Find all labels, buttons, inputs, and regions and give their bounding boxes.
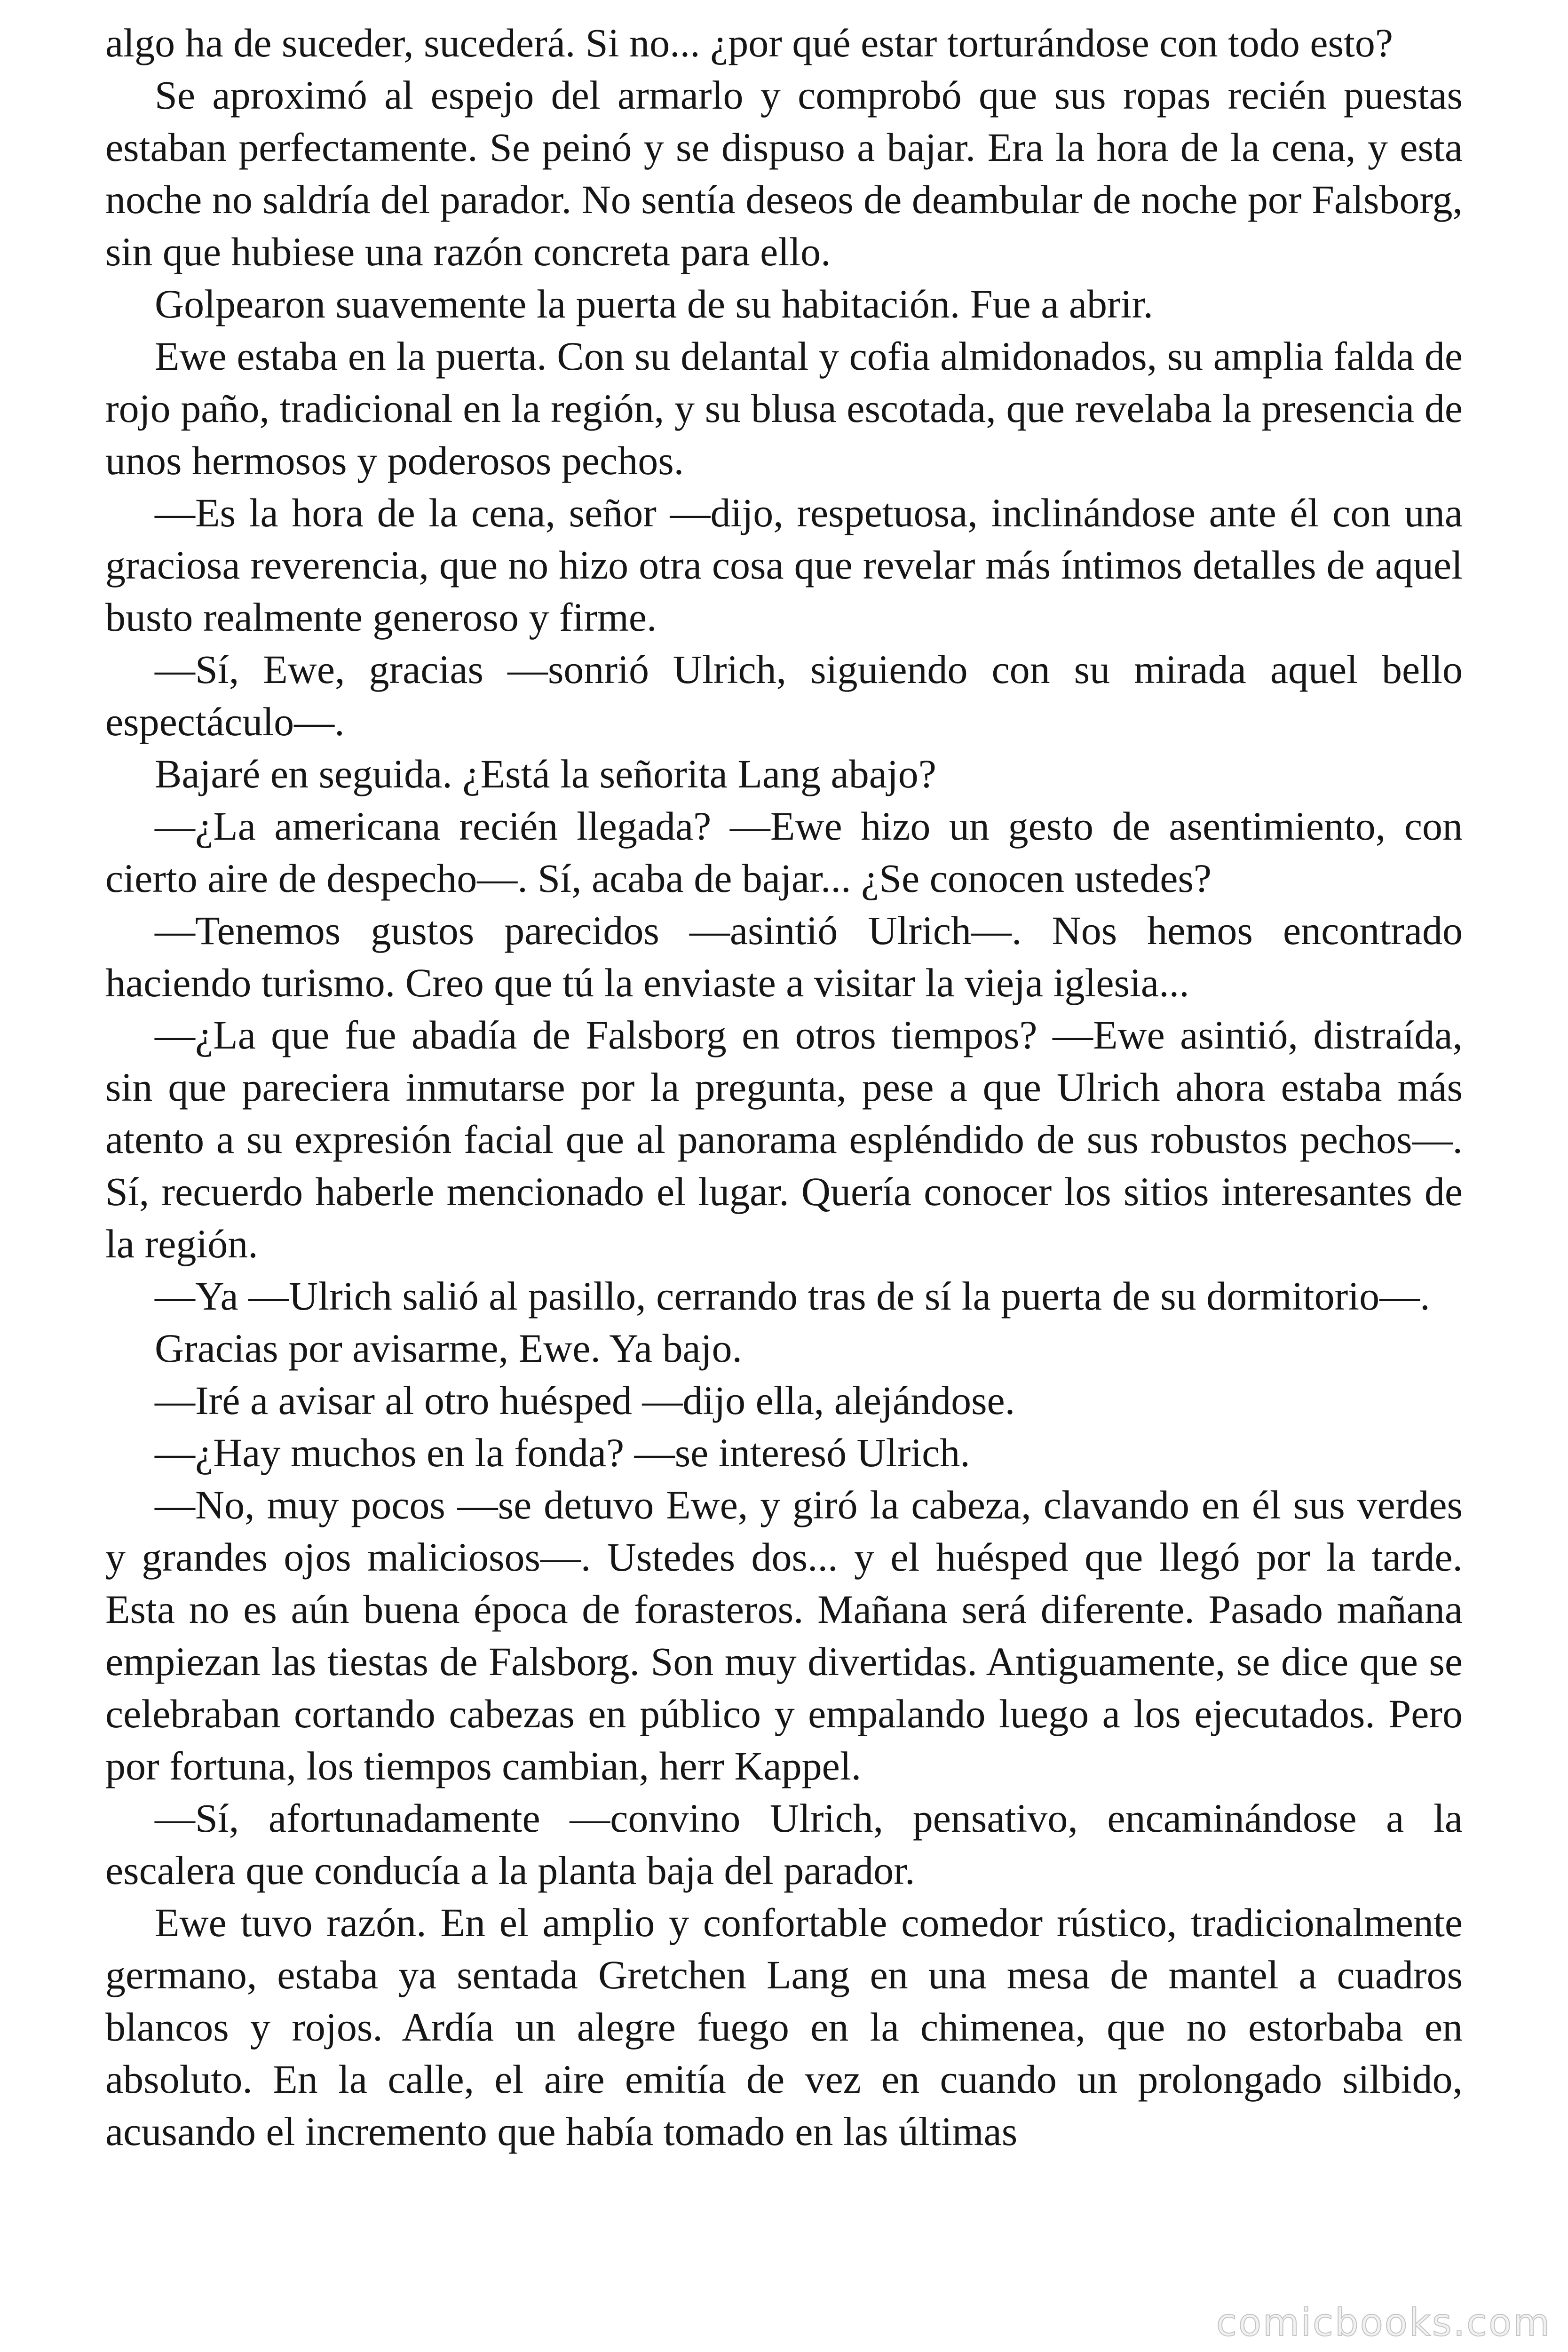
paragraph-9: —Tenemos gustos parecidos —asintió Ulrich—. Nos hemos encontrado haciendo turismo. Creo que tú la enviaste a visitar la vieja iglesia... bbox=[105, 908, 1463, 1005]
paragraph-15: —No, muy pocos —se detuvo Ewe, y giró la cabeza, clavando en él sus verdes y grandes ojos maliciosos—. Ustedes dos... y el huésped que llegó por la tarde. Esta no es aún buena época de forasteros. Mañana será diferente. Pasado mañana empiezan las tiestas de Falsborg. Son muy divertidas. Antiguamente, se dice que se celebraban cortando cabezas en público y empalando luego a los ejecutados. Pero por fortuna, los tiempos cambian, herr Kappel. bbox=[105, 1482, 1463, 1788]
paragraph-2: Se aproximó al espejo del armarlo y comprobó que sus ropas recién puestas estaban perfectamente. Se peinó y se dispuso a bajar. Era la hora de la cena, y esta noche no saldría del parador. No sentía deseos de deambular de noche por Falsborg, sin que hubiese una razón concreta para ello. bbox=[105, 72, 1463, 274]
paragraph-1: algo ha de suceder, sucederá. Si no... ¿por qué estar torturándose con todo esto? bbox=[105, 20, 1394, 65]
paragraph-4: Ewe estaba en la puerta. Con su delantal y cofia almidonados, su amplia falda de rojo paño, tradicional en la región, y su blusa escotada, que revelaba la presencia de unos hermosos y poderosos pechos. bbox=[105, 334, 1463, 483]
site-watermark: comicbooks.com bbox=[1216, 2301, 1551, 2344]
paragraph-11: —Ya —Ulrich salió al pasillo, cerrando tras de sí la puerta de su dormitorio—. bbox=[155, 1273, 1430, 1319]
paragraph-10: —¿La que fue abadía de Falsborg en otros tiempos? —Ewe asintió, distraída, sin que pareciera inmutarse por la pregunta, pese a que Ulrich ahora estaba más atento a su expresión facial que al panorama espléndido de sus robustos pechos—. Sí, recuerdo haberle mencionado el lugar. Quería conocer los sitios interesantes de la región. bbox=[105, 1012, 1463, 1266]
paragraph-12: Gracias por avisarme, Ewe. Ya bajo. bbox=[155, 1326, 743, 1371]
paragraph-7: Bajaré en seguida. ¿Está la señorita Lang abajo? bbox=[155, 751, 936, 796]
paragraph-6: —Sí, Ewe, gracias —sonrió Ulrich, siguiendo con su mirada aquel bello espectáculo—. bbox=[105, 647, 1463, 744]
paragraph-5: —Es la hora de la cena, señor —dijo, respetuosa, inclinándose ante él con una graciosa reverencia, que no hizo otra cosa que revelar más íntimos detalles de aquel busto realmente generoso y firme. bbox=[105, 490, 1463, 640]
paragraph-13: —Iré a avisar al otro huésped —dijo ella, alejándose. bbox=[155, 1378, 1015, 1423]
paragraph-3: Golpearon suavemente la puerta de su habitación. Fue a abrir. bbox=[155, 281, 1153, 326]
book-page-text bbox=[105, 17, 1463, 2158]
paragraph-8: —¿La americana recién llegada? —Ewe hizo un gesto de asentimiento, con cierto aire de despecho—. Sí, acaba de bajar... ¿Se conocen ustedes? bbox=[105, 803, 1463, 901]
paragraph-17: Ewe tuvo razón. En el amplio y confortable comedor rústico, tradicionalmente germano, estaba ya sentada Gretchen Lang en una mesa de mantel a cuadros blancos y rojos. Ardía un alegre fuego en la chimenea, que no estorbaba en absoluto. En la calle, el aire emitía de vez en cuando un prolongado silbido, acusando el incremento que había tomado en las últimas bbox=[105, 1900, 1463, 2154]
paragraph-16: —Sí, afortunadamente —convino Ulrich, pensativo, encaminándose a la escalera que conducía a la planta baja del parador. bbox=[105, 1796, 1463, 1893]
paragraph-14: —¿Hay muchos en la fonda? —se interesó Ulrich. bbox=[155, 1430, 970, 1475]
